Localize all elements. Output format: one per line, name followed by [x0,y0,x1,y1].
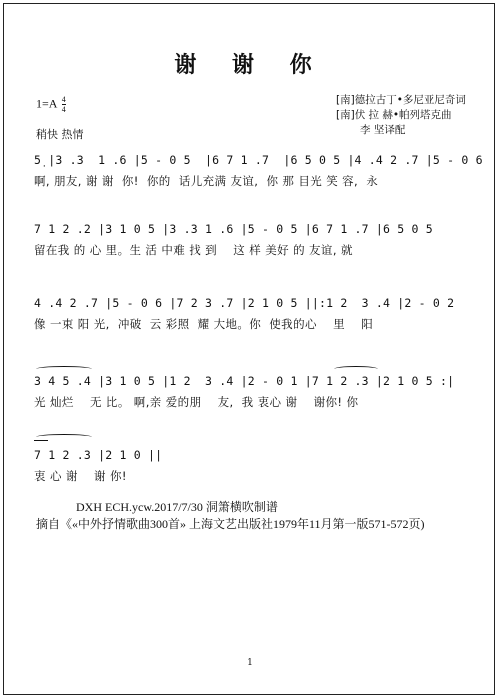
notation-line-5: 7 1 2 .3 |2 1 0 || [34,448,163,462]
translator-credit: 李 坚译配 [360,124,406,136]
lyric-line-4: 光 灿烂 无 比。 啊,亲 爱的朋 友, 我 衷心 谢 谢你! 你 [34,395,359,409]
lyric-line-3: 像 一束 阳 光, 冲破 云 彩照 耀 大地。你 使我的心 里 阳 [34,317,374,331]
page-number: 1 [247,658,253,668]
key-signature [36,95,66,114]
volta-bracket [34,440,48,441]
slur [334,366,378,372]
notation-line-2: 7 1 2 .2 |3 1 0 5 |3 .3 1 .6 |5 - 0 5 |6 7 1 .7 |6 5 0 5 [34,222,433,236]
arranger-note: DXH ECH.ycw.2017/7/30 洞箫横吹制谱 [76,500,278,514]
lyricist-credit: [南]德拉古丁•多尼亚尼奇词 [336,94,466,106]
source-note: 摘自《«中外抒情歌曲300首» 上海文艺出版社1979年11月第一版571-572页) [36,517,425,531]
time-top: 4 [61,95,66,104]
time-bottom: 4 [61,105,66,114]
notation-line-3: 4 .4 2 .7 |5 - 0 6 |7 2 3 .7 |2 1 0 5 ||:1 2 3 .4 |2 - 0 2 [34,296,455,310]
key-label: 1=A [36,96,57,111]
composer-credit: [南]伏 拉 赫•帕列塔克曲 [336,109,452,121]
slur [36,366,92,372]
notation-line-1: 5̣ |3 .3 1 .6 |5 - 0 5 |6 7 1 .7 |6 5 0 5 |4 .4 2 .7 |5 - 0 6 [34,153,483,167]
lyric-line-1: 啊, 朋友, 谢 谢 你! 你的 话儿充满 友谊, 你 那 目光 笑 容, 永 [34,174,379,188]
notation-line-4: 3 4 5 .4 |3 1 0 5 |1 2 3 .4 |2 - 0 1 |7 1 2 .3 |2 1 0 5 :| [34,374,455,388]
time-signature [62,95,66,114]
song-title: 谢 谢 你 [174,53,326,78]
tempo-marking: 稍快 热情 [36,128,84,141]
lyric-line-5: 衷 心 谢 谢 你! [34,469,127,483]
lyric-line-2: 留在我 的 心 里。生 活 中难 找 到 这 样 美好 的 友谊, 就 [34,243,353,257]
credits [336,93,466,138]
